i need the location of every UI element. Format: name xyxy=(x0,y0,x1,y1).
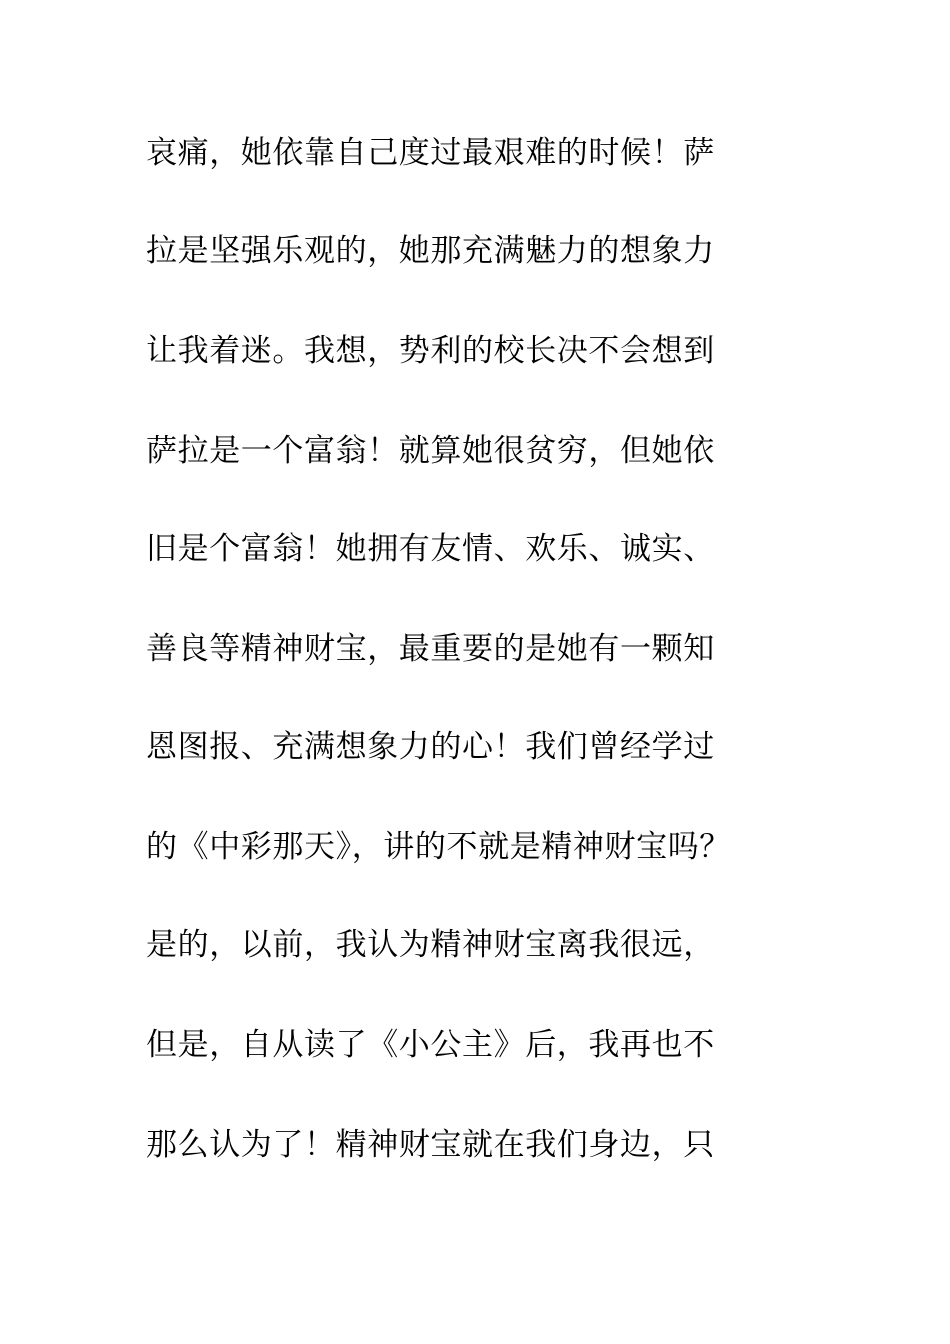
body-text-line: 哀痛，她依靠自己度过最艰难的时候！萨 xyxy=(146,135,715,171)
body-text-line: 拉是坚强乐观的，她那充满魅力的想象力 xyxy=(146,233,715,269)
body-text-line: 善良等精神财宝，最重要的是她有一颗知 xyxy=(146,631,715,667)
body-text-line: 但是，自从读了《小公主》后，我再也不 xyxy=(146,1027,715,1063)
body-text-line: 让我着迷。我想，势利的校长决不会想到 xyxy=(146,333,715,369)
body-text-line: 旧是个富翁！她拥有友情、欢乐、诚实、 xyxy=(146,531,715,567)
body-text-line: 是的，以前，我认为精神财宝离我很远， xyxy=(146,927,715,963)
body-text-line: 的《中彩那天》，讲的不就是精神财宝吗？ xyxy=(146,829,731,865)
body-text-line: 那么认为了！精神财宝就在我们身边，只 xyxy=(146,1127,715,1163)
body-text-line: 恩图报、充满想象力的心！我们曾经学过 xyxy=(146,729,715,765)
body-text-line: 萨拉是一个富翁！就算她很贫穷，但她依 xyxy=(146,433,715,469)
